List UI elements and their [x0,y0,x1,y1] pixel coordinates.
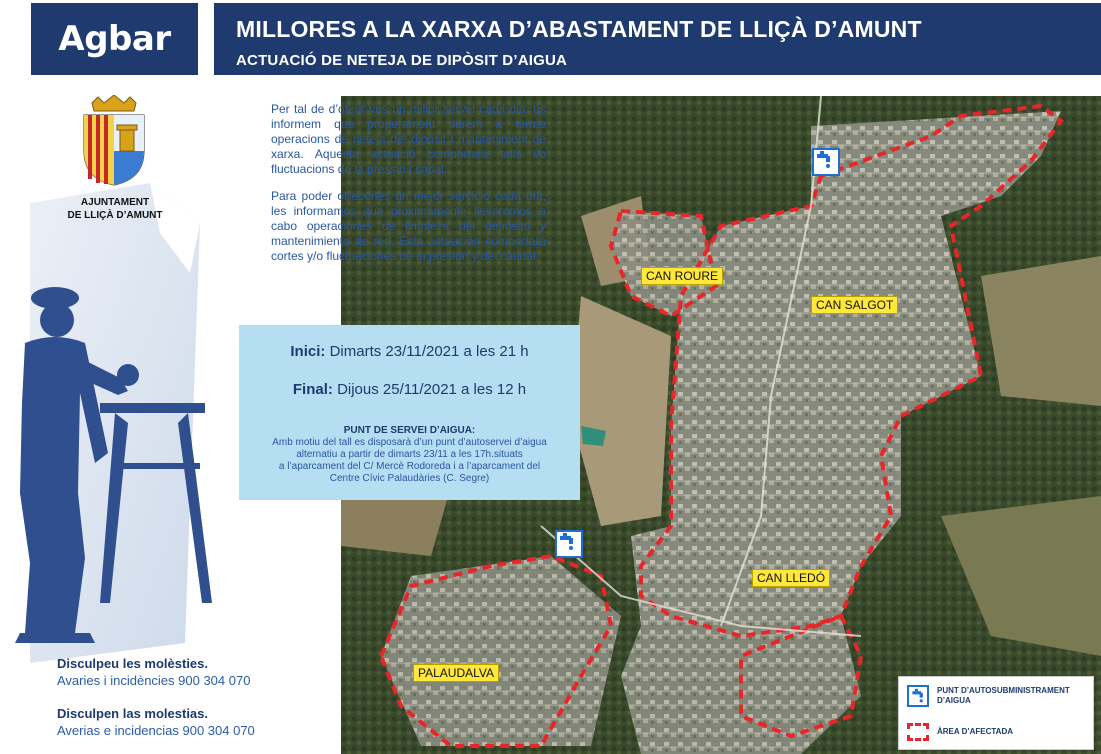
water-tap-icon [814,150,834,170]
water-point-info [239,425,580,485]
legend-row-affected-area [907,723,1013,741]
apology-es-phone: Averias e incidencias 900 304 070 [57,723,255,738]
legend-affected-area: ÀREA D’AFECTADA [937,727,1013,736]
water-point-marker-north [812,148,840,176]
map-legend [898,676,1094,750]
area-label-can-lledo: CAN LLEDÓ [752,569,830,587]
water-point-line2: alternatiu a partir de dimarts 23/11 a les 17h.situats [296,449,523,460]
notice-spanish: Para poder ofrecerles un mejor servicio cada día, les informamos que próximamente llevaremos a cabo operaciones de limpieza del depósito y mantenimiento de red. Esta actuación comportará cortes y/o fluctuaciones de la presión y del caudal. [271,189,546,263]
page-subtitle: ACTUACIÓ DE NETEJA DE DIPÒSIT D’AIGUA [236,52,568,69]
legend-row-water-point [907,685,1070,707]
schedule-start-label: Inici: [290,343,326,360]
brand-logo [31,3,198,75]
schedule-box [239,325,580,500]
page-title: MILLORES A LA XARXA D’ABASTAMENT DE LLIÇÀ D’AMUNT [236,16,922,42]
water-tap-icon [910,688,926,704]
worker-silhouette-icon [0,163,240,673]
schedule-end-label: Final: [292,381,333,398]
schedule-start-value: Dimarts 23/11/2021 a les 21 h [329,343,529,360]
schedule-start [239,343,580,360]
apology-ca-phone: Avaries i incidències 900 304 070 [57,673,251,688]
water-point-title: PUNT DE SERVEI D’AIGUA: [343,425,476,436]
schedule-end [239,381,580,398]
municipality-line2: DE LLIÇÀ D’AMUNT [67,210,163,221]
water-point-marker-south [555,530,583,558]
municipality-line1: AJUNTAMENT [80,197,150,208]
notice-catalan: Per tal de d’oferir-vos un millor servei cada dia, us informem que properament durem a terme operacions de neteja del dipòsit i manteniment de xarxa. Aquesta actuació comportarà talls i/o fluctuacions de la pressió i cabal. [271,102,546,176]
brand-name: Agbar [58,19,171,59]
water-point-line3: a l’aparcament del C/ Mercè Rodoreda i a l’aparcament del [278,461,541,472]
apology-catalan [57,656,250,688]
schedule-end-value: Dijous 25/11/2021 a les 12 h [337,381,527,398]
legend-water-point-line2: D’AIGUA [937,696,971,705]
notice-text [271,102,546,264]
water-tap-icon [557,532,577,552]
affected-area-swatch-icon [907,723,929,741]
area-label-can-roure: CAN ROURE [641,267,723,285]
water-point-line1: Amb motiu del tall es disposarà d’un punt d’autoservei d’aigua [272,437,547,448]
apology-spanish [57,706,255,738]
legend-water-point-line1: PUNT D’AUTOSUBMINISTRAMENT [937,686,1070,695]
area-label-can-salgot: CAN SALGOT [811,296,898,314]
municipality-name [40,196,190,222]
apology-ca-title: Disculpeu les molèsties. [57,656,209,671]
legend-water-tap-icon [907,685,929,707]
legend-water-point-text [937,686,1070,706]
water-point-line4: Centre Cívic Palaudàries (C. Segre) [329,473,490,484]
coat-of-arms-icon [78,95,150,187]
title-banner [208,3,1101,75]
area-label-palaudalva: PALAUDALVA [413,664,499,682]
title-accent-bar [208,3,214,75]
apology-es-title: Disculpen las molestias. [57,706,209,721]
